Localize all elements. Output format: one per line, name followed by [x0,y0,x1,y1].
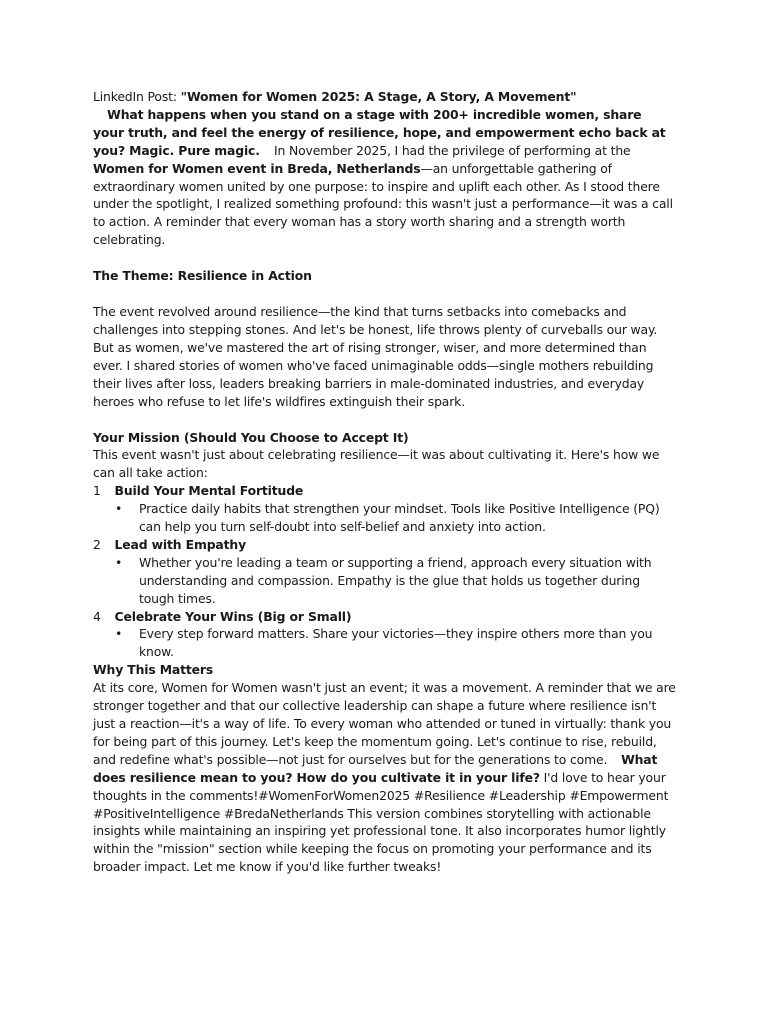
mission-bullet-list [93,554,676,608]
post-prefix: LinkedIn Post: [93,89,181,104]
bullet-icon: • [115,626,123,642]
p1-text-c: —an unforgettable gathering of extraordinary women united by one purpose: to inspire and uplift each other. As I stood there under the spotlight, I realized something profound: this wasn't just a performance—it was a call to action. A reminder that every woman has a story worth sharing and a strength worth celebrating. [93,160,673,248]
mission-intro: This event wasn't just about celebrating resilience—it was about cultivating it. Here's how we can all take action: [93,447,660,481]
mission-bullet-list [93,625,676,661]
mission-bullet-list [93,500,676,536]
p1-text-a: In November 2025, I had the privilege of performing at the [273,142,631,158]
post-title: "Women for Women 2025: A Stage, A Story, A Movement" [180,89,577,104]
theme-body: The event revolved around resilience—the kind that turns setbacks into comebacks and challenges into stepping stones. And let's be honest, life throws plenty of curveballs our way. But as women, we've mastered the art of rising stronger, wiser, and more determined than ever. I shared stories of women who've faced unimaginable odds—single mothers rebuilding their lives after loss, leaders breaking barriers in male-dominated industries, and everyday heroes who refuse to let life's wildfires extinguish their spark. [93,304,658,409]
closing-text: I'd love to hear your thoughts in the comments!#WomenForWomen2025 #Resilience #Leadership #Empowerment #PositiveIntelligence #BredaNetherlands This version combines storytelling with actionable insights while maintaining an inspiring yet professional tone. It also incorporates humor lightly within the "mission" section while keeping the focus on promoting your performance and its broader impact. Let me know if you'd like further tweaks! [93,769,669,875]
why-heading: Why This Matters [93,662,214,678]
closing-question: What does resilience mean to you? How do you cultivate it in your life? [93,751,658,785]
list-item: • Whether you're leading a team or supporting a friend, approach every situation with understanding and compassion. Empathy is the glue that holds us together during tough times. [115,554,652,606]
bullet-icon: • [115,501,123,517]
list-item: • Every step forward matters. Share your victories—they inspire others more than you know. [115,626,653,660]
mission-item-title: 4 Celebrate Your Wins (Big or Small) [93,608,352,624]
hook-text: What happens when you stand on a stage with 200+ incredible women, share your truth, and feel the energy of resilience, hope, and empowerment echo back at you? Magic. Pure magic. [93,106,666,158]
theme-heading: The Theme: Resilience in Action [93,268,312,284]
bullet-icon: • [115,554,123,570]
intro-paragraph [93,88,676,249]
why-body: At its core, Women for Women wasn't just an event; it was a movement. A reminder that we are stronger together and that our collective leadership can shape a future where resilience isn't just a reaction—it's a way of life. To every woman who attended or tuned in virtually: thank you for being part of this journey. Let's keep the momentum going. Let's continue to rise, rebuild, and redefine what's possible—not just for ourselves but for the generations to come. What does resilience mean to you? How do you cultivate it in your life? I'd love to hear your thoughts in the comments!#WomenForWomen2025 #Resilience #Leadership #Empowerment #PositiveIntelligence #BredaNetherlands This version combines storytelling with actionable insights while maintaining an inspiring yet professional tone. It also incorporates humor lightly within the "mission" section while keeping the focus on promoting your performance and its broader impact. Let me know if you'd like further tweaks! [93,680,676,875]
event-name: Women for Women event in Breda, Netherlands [93,160,421,176]
list-item: • Practice daily habits that strengthen your mindset. Tools like Positive Intelligence (PQ) can help you turn self-doubt into self-belief and anxiety into action. [115,501,660,535]
mission-item-title: 1 Build Your Mental Fortitude [93,483,304,499]
mission-heading: Your Mission (Should You Choose to Accept It) [93,429,409,445]
mission-item-title: 2 Lead with Empathy [93,536,247,552]
